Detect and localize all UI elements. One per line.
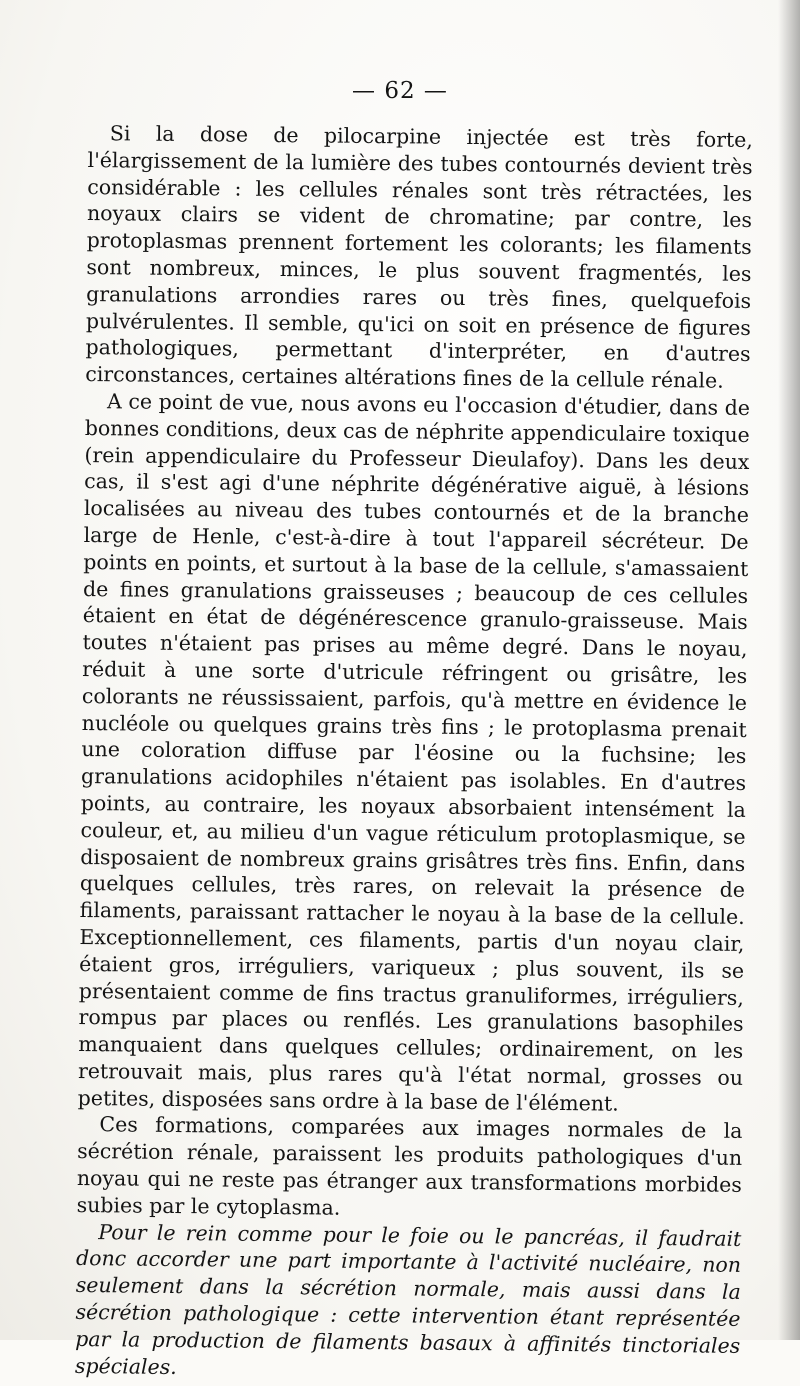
conclusion-paragraph: Pour le rein comme pour le foie ou le pancréas, il faudrait donc accorder une part importante à l'activité nucléaire, non seulement dans la sécrétion normale, mais aussi dans la sécrétion pathologique : cette intervention étant représentée par la production de filaments basaux à affinités tinctoriales spéciales. (74, 1219, 742, 1379)
page-edge-shadow (778, 0, 800, 1340)
paragraph-1: Si la dose de pilocarpine injectée est très forte, l'élargissement de la lumière des tubes contournés devient très considérable : les cellules rénales sont très rétractées, les noyaux clairs se vident de chromatine; par contre, les protoplasmas prennent fortement les colorants; les filaments sont nombreux, minces, le plus souvent fragmentés, les granulations arrondies rares ou très fines, quelquefois pulvérulentes. Il semble, qu'ici on soit en présence de figures pathologiques, permettant d'interpréter, en d'autres circonstances, certaines altérations fines de la cellule rénale. (85, 121, 753, 393)
paragraph-2: A ce point de vue, nous avons eu l'occasion d'étudier, dans de bonnes conditions, deux cas de néphrite appendiculaire toxique (rein appendiculaire du Professeur Dieulafoy). Dans les deux cas, il s'est agi d'une néphrite dégénérative aiguë, à lésions localisées au niveau des tubes contournés et de la branche large de Henle, c'est-à-dire à tout l'appareil sécréteur. De points en points, et surtout à la base de la cellule, s'amassaient de fines granulations graisseuses ; beaucoup de ces cellules étaient en état de dégénérescence granulo-graisseuse. Mais toutes n'étaient pas prises au même degré. Dans le noyau, réduit à une sorte d'utricule réfringent ou grisâtre, les colorants ne réussissaient, parfois, qu'à mettre en évidence le nucléole ou quelques grains très fins ; le protoplasma prenait une coloration diffuse par l'éosine ou la fuchsine; les granulations acidophiles n'étaient pas isolables. En d'autres points, au contraire, les noyaux absorbaient intensément la couleur, et, au milieu d'un vague réticulum protoplasmique, se disposaient de nombreux grains grisâtres très fins. Enfin, dans quelques cellules, très rares, on relevait la présence de filaments, paraissant rattacher le noyau à la base de la cellule. Exceptionnellement, ces filaments, partis d'un noyau clair, étaient gros, irréguliers, variqueux ; plus souvent, ils se présentaient comme de fins tractus granuliformes, irréguliers, rompus par places ou renflés. Les granulations basophiles manquaient dans quelques cellules; ordinairement, on les retrouvait mais, plus rares qu'à l'état normal, grosses ou petites, disposées sans ordre à la base de l'élément. (77, 389, 751, 1116)
body-text (75, 120, 753, 1386)
page-number: — 62 — (352, 78, 448, 104)
paragraph-3: Ces formations, comparées aux images normales de la sécrétion rénale, paraissent les produits pathologiques d'un noyau qui ne reste pas étranger aux transformations morbides subies par le cytoplasma. (76, 1112, 743, 1220)
